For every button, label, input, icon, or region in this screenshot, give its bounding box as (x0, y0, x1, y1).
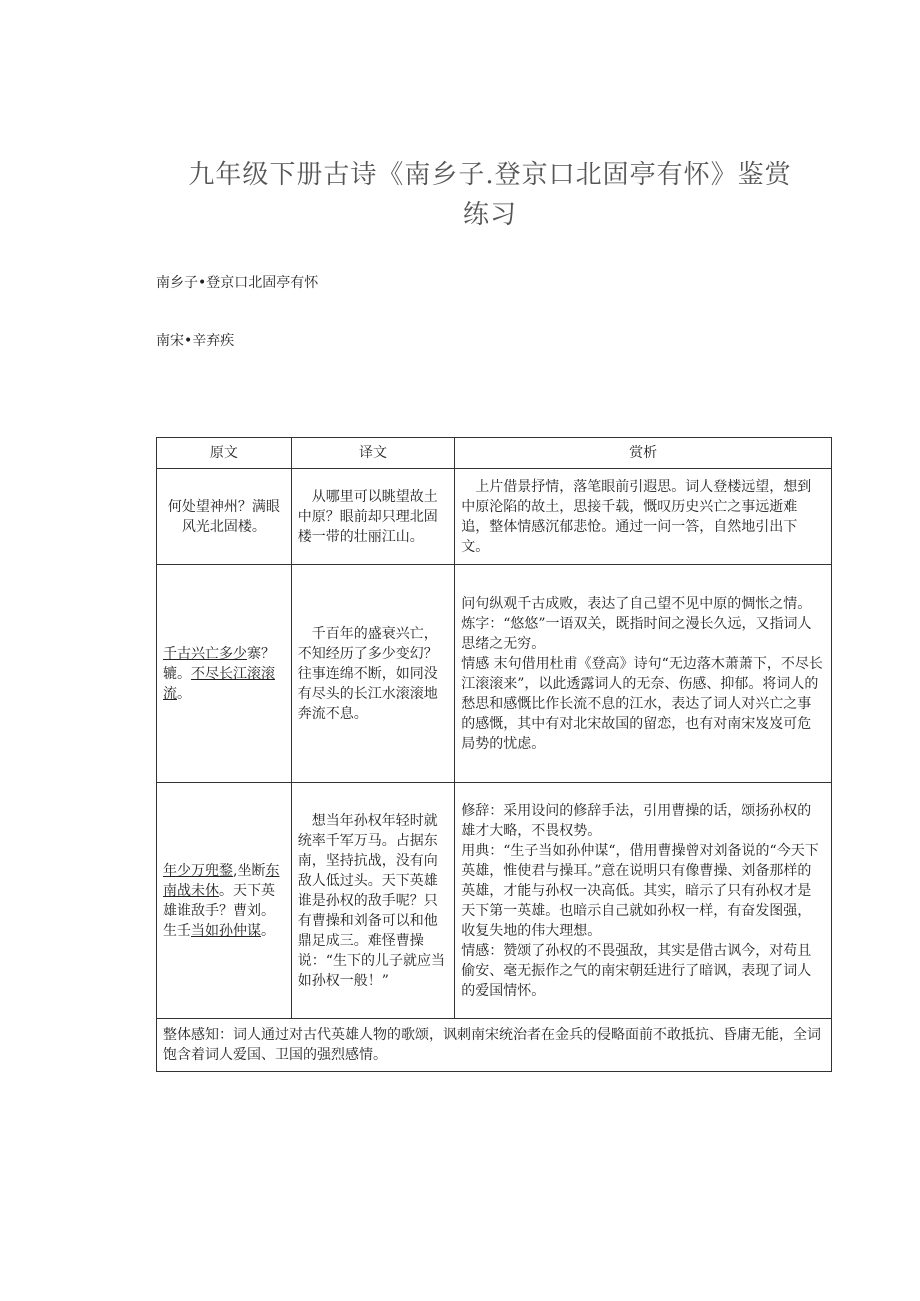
original-text-2 (157, 565, 292, 783)
appreciation-paragraph: 情感：赞颂了孙权的不畏强敌，其实是借古讽今，对苟且偷安、毫无振作之气的南宋朝廷进行了暗讽，表现了词人的爱国情怀。 (461, 942, 812, 999)
header-original: 原文 (157, 438, 292, 469)
appreciation-paragraph: 炼字：“悠悠”一语双关，既指时间之漫长久远，又指词人思绪之无穷。 (461, 615, 812, 652)
table-header-row (157, 438, 832, 469)
table-row (157, 565, 832, 783)
page-title: 九年级下册古诗《南乡子.登京口北固亭有怀》鉴赏练习 (188, 160, 792, 230)
appreciation-paragraph: 修辞：采用设问的修辞手法，引用曹操的话，颂扬孙权的雄才大略，不畏权势。 (461, 802, 812, 839)
summary-row (157, 1019, 832, 1072)
underlined-phrase: 年少万兜鍪 (163, 862, 233, 879)
appreciation-paragraph: 上片借景抒情，落笔眼前引遐思。词人登楼远望，想到中原沦陷的故土，思接千载，慨叹历史兴亡之事远逝难追，整体情感沉郁悲怆。通过一问一答，自然地引出下文。 (461, 478, 812, 555)
appreciation-paragraph: 问句纵观千古成败，表达了自己望不见中原的惆怅之情。 (461, 595, 812, 612)
original-fragment: 。 (177, 685, 191, 702)
poem-title: 南乡子•登京口北固亭有怀 (156, 275, 319, 291)
original-fragment: ,坐断 (233, 862, 266, 879)
translation-text-1: 从哪里可以眺望故土中原？眼前却只理北固楼一带的壮丽江山。 (291, 469, 454, 565)
original-text-3 (157, 783, 292, 1019)
underlined-phrase: 不尽长江滚滚流 (163, 665, 275, 702)
translation-text-3: 想当年孙权年轻时就统率千军万马。占据东南，坚持抗战，没有向敌人低过头。天下英雄谁是孙权的敌手呢？只有曹操和刘备可以和他鼎足成三。难怪曹操说：“生下的儿子就应当如孙权一般！” (291, 783, 454, 1019)
underlined-phrase: 当如孙仲谋 (191, 922, 261, 939)
appreciation-paragraph: 情感 末句借用杜甫《登高》诗句“无边落木萧萧下，不尽长江滚滚来”，以此透露词人的无奈、伤感、抑郁。将词人的愁思和感慨比作长流不息的江水，表达了词人对兴亡之事的感慨，其中有对北宋故国的留恋，也有对南宋岌岌可危局势的忧虑。 (461, 655, 823, 752)
original-fragment: 寨？辘。 (163, 645, 275, 682)
table-row (157, 469, 832, 565)
underlined-phrase: 千古兴亡多少 (163, 645, 247, 662)
appreciation-text-2 (455, 565, 832, 783)
appreciation-table (156, 437, 832, 1072)
translation-text-2: 千百年的盛衰兴亡，不知经历了多少变幻？往事连绵不断，如同没有尽头的长江水滚滚地奔流不息。 (291, 565, 454, 783)
appreciation-paragraph: 用典：“生子当如孙仲谋“，借用曹操曾对刘备说的“今天下英雄，惟使君与操耳。”意在说明只有像曹操、刘备那样的英雄，才能与孙权一决高低。其实，暗示了只有孙权才是天下第一英雄。也暗示自己就如孙权一样，有奋发图强，收复失地的伟大理想。 (461, 842, 819, 939)
original-fragment: 。 (261, 922, 275, 939)
header-appreciation: 赏析 (455, 438, 832, 469)
appreciation-text-3 (455, 783, 832, 1019)
original-fragment: 。天下英雄谁敌手？曹刘。生壬 (163, 882, 275, 939)
table-row (157, 783, 832, 1019)
header-translation: 译文 (291, 438, 454, 469)
underlined-phrase: 东南战未休 (163, 862, 280, 899)
summary-text: 整体感知：词人通过对古代英雄人物的歌颂，讽刺南宋统治者在金兵的侵略面前不敢抵抗、昏庸无能，全词饱含着词人爱国、卫国的强烈感情。 (157, 1019, 832, 1072)
original-text-1: 何处望神州？满眼风光北固楼。 (157, 469, 292, 565)
appreciation-text-1 (455, 469, 832, 565)
poem-author: 南宋•辛弃疾 (156, 333, 235, 349)
